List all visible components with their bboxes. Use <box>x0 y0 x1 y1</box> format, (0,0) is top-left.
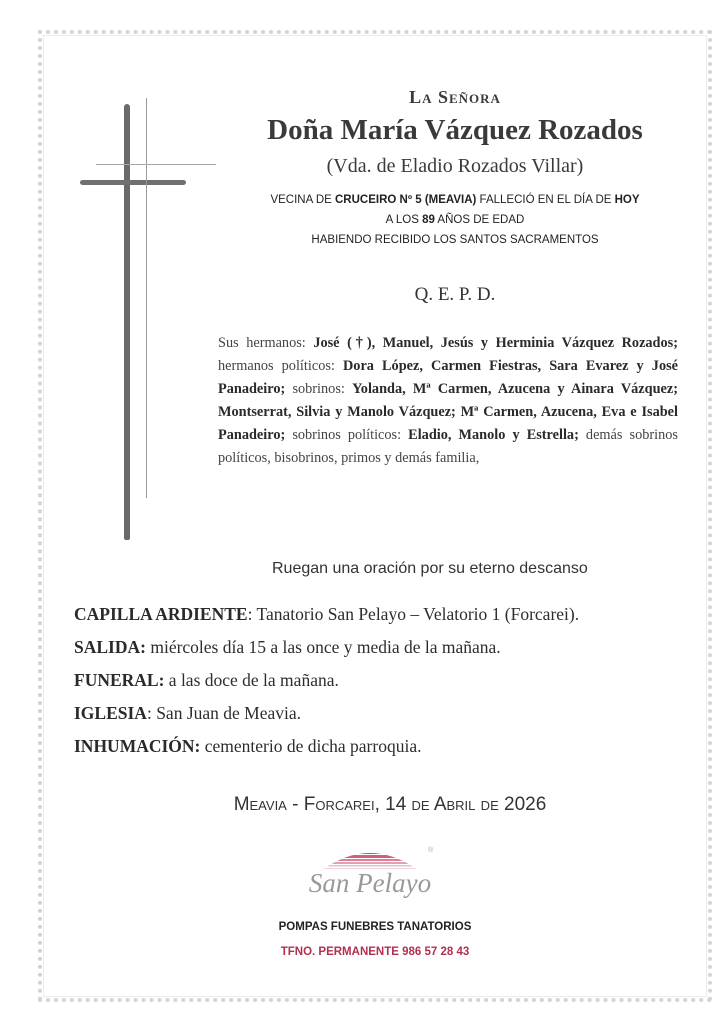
siblings-in-law: Dora López, Carmen Fiestras, Sara Evarez y José Panadeiro; <box>218 358 678 397</box>
text: A LOS <box>385 214 423 226</box>
detail-iglesia <box>74 697 579 730</box>
registered-mark: ® <box>428 847 434 854</box>
detail-value: Tanatorio San Pelayo – Velatorio 1 (Forcarei). <box>256 604 580 624</box>
text: hermanos políticos: <box>218 358 343 374</box>
place-and-date: Meavia - Forcarei, 14 de Abril de 2026 <box>233 794 547 815</box>
detail-label: SALIDA: <box>74 637 146 657</box>
text: VECINA DE <box>270 194 335 206</box>
death-info-line-2 <box>240 214 670 226</box>
qepd: Q. E. P. D. <box>414 284 496 305</box>
nephews: Yolanda, Mª Carmen, Azucena y Ainara Vázquez; Montserrat, Silvia y Manolo Vázquez; Mª Carmen, Azucena, Eva e Isabel Panadeiro; <box>218 381 679 443</box>
detail-value: miércoles día 15 a las once y media de la mañana. <box>150 637 501 657</box>
text: sobrinos: <box>285 381 353 397</box>
death-info-line-1 <box>240 194 670 206</box>
detail-value: San Juan de Meavia. <box>156 703 302 723</box>
death-day: HOY <box>614 194 640 206</box>
widow-of: (Vda. de Eladio Rozados Villar) <box>326 155 584 177</box>
detail-label: CAPILLA ARDIENTE <box>74 604 248 624</box>
text: sobrinos políticos: <box>285 427 409 443</box>
detail-value: a las doce de la mañana. <box>168 670 339 690</box>
detail-label: IGLESIA <box>74 703 147 723</box>
text: AÑOS DE EDAD <box>434 214 525 226</box>
detail-funeral <box>74 664 579 697</box>
cross-horizontal-bar <box>80 180 186 185</box>
sep: : <box>146 703 157 723</box>
sep: : <box>247 604 257 624</box>
cross-vertical-bar <box>124 104 130 540</box>
logo-sun-icon <box>300 840 440 904</box>
detail-salida <box>74 631 579 664</box>
detail-label: FUNERAL: <box>74 670 165 690</box>
detail-inhumacion <box>74 730 579 763</box>
family-paragraph <box>218 332 678 470</box>
address: CRUCEIRO Nº 5 (MEAVIA) <box>335 194 477 206</box>
permanent-phone: TFNO. PERMANENTE 986 57 28 43 <box>280 946 470 958</box>
text: Sus hermanos: <box>218 335 314 351</box>
prayer-request: Ruegan una oración por su eterno descanso <box>272 560 588 577</box>
cross-shadow-vertical-line <box>146 98 147 498</box>
logo-text: San Pelayo <box>308 868 432 898</box>
service-details <box>74 598 579 763</box>
nephews-in-law: Eladio, Manolo y Estrella; <box>408 427 579 443</box>
text: FALLECIÓ EN EL DÍA DE <box>476 194 615 206</box>
cross-shadow-horizontal-line <box>96 164 216 165</box>
siblings: José (†), Manuel, Jesús y Herminia Vázquez Rozados; <box>313 335 678 351</box>
text: demás sobrinos políticos, bisobrinos, primos y demás familia, <box>218 427 678 466</box>
detail-label: INHUMACIÓN: <box>74 736 201 756</box>
death-info-line-3: HABIENDO RECIBIDO LOS SANTOS SACRAMENTOS <box>311 234 599 246</box>
detail-value: cementerio de dicha parroquia. <box>204 736 422 756</box>
funeral-home-tagline: POMPAS FUNEBRES TANATORIOS <box>278 921 472 933</box>
detail-capilla <box>74 598 579 631</box>
deceased-name: Doña María Vázquez Rozados <box>267 114 643 146</box>
title-prefix: La Señora <box>409 87 501 107</box>
san-pelayo-logo <box>300 840 440 904</box>
age: 89 <box>422 214 435 226</box>
